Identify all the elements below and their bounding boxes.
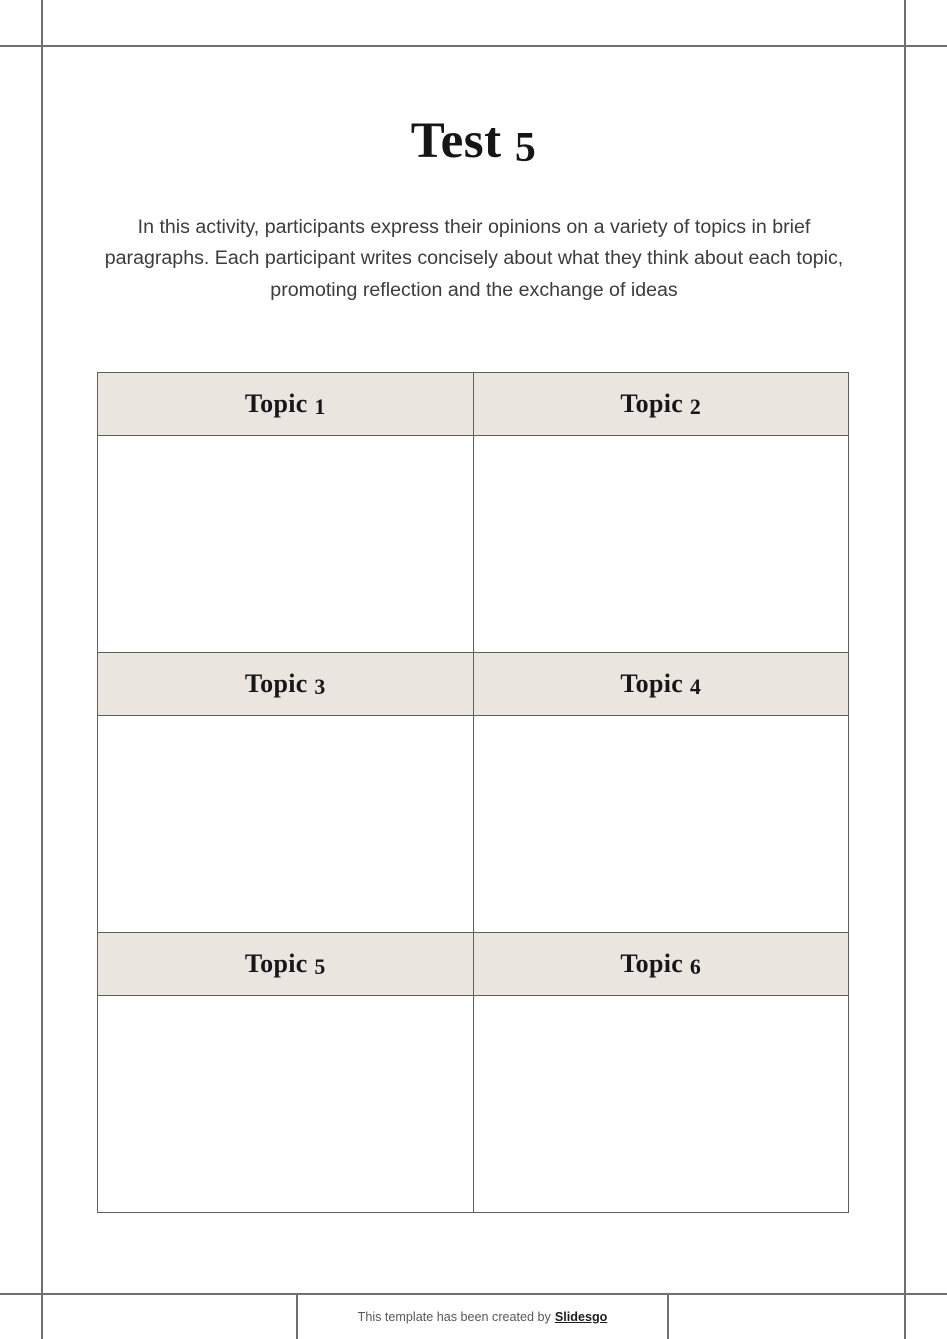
topic-answer-cell-1[interactable] <box>98 436 474 653</box>
page-title <box>0 113 947 171</box>
topic-header-cell-4 <box>473 653 849 716</box>
footer-credit-text: This template has been created by <box>357 1309 551 1324</box>
topic-header-cell-2 <box>473 373 849 436</box>
topic-header-cell-5 <box>98 933 474 996</box>
table-row <box>98 373 849 436</box>
table-row <box>98 436 849 653</box>
topic-header-number: 4 <box>689 674 702 699</box>
topic-header-label: Topic <box>244 669 308 698</box>
topic-header-number: 6 <box>689 954 702 979</box>
slidesgo-link[interactable]: Slidesgo <box>554 1309 608 1324</box>
topic-answer-cell-4[interactable] <box>473 716 849 933</box>
topic-answer-cell-5[interactable] <box>98 996 474 1213</box>
topic-header-label: Topic <box>620 669 684 698</box>
intro-paragraph: In this activity, participants express their opinions on a variety of topics in brief paragraphs. Each participant writes concisely about what they think about each topic, promoting reflection and the exchange of ideas <box>104 216 844 301</box>
topic-header-number: 3 <box>314 674 326 699</box>
topic-header-label: Topic <box>244 389 308 418</box>
topic-answer-cell-6[interactable] <box>473 996 849 1213</box>
topic-header-number: 5 <box>314 954 326 979</box>
page-title-text: Test <box>410 113 502 169</box>
topic-answer-cell-3[interactable] <box>98 716 474 933</box>
topic-header-number: 2 <box>689 394 702 419</box>
topic-header-cell-1 <box>98 373 474 436</box>
table-row <box>98 933 849 996</box>
topic-answer-cell-2[interactable] <box>473 436 849 653</box>
topic-header-cell-3 <box>98 653 474 716</box>
topic-header-cell-6 <box>473 933 849 996</box>
table-row <box>98 716 849 933</box>
topic-header-label: Topic <box>244 949 308 978</box>
topics-table <box>97 372 849 1213</box>
page-title-number: 5 <box>514 124 537 171</box>
topic-header-label: Topic <box>620 389 684 418</box>
topic-header-label: Topic <box>620 949 684 978</box>
table-row <box>98 653 849 716</box>
topic-header-number: 1 <box>314 394 326 419</box>
table-row <box>98 996 849 1213</box>
